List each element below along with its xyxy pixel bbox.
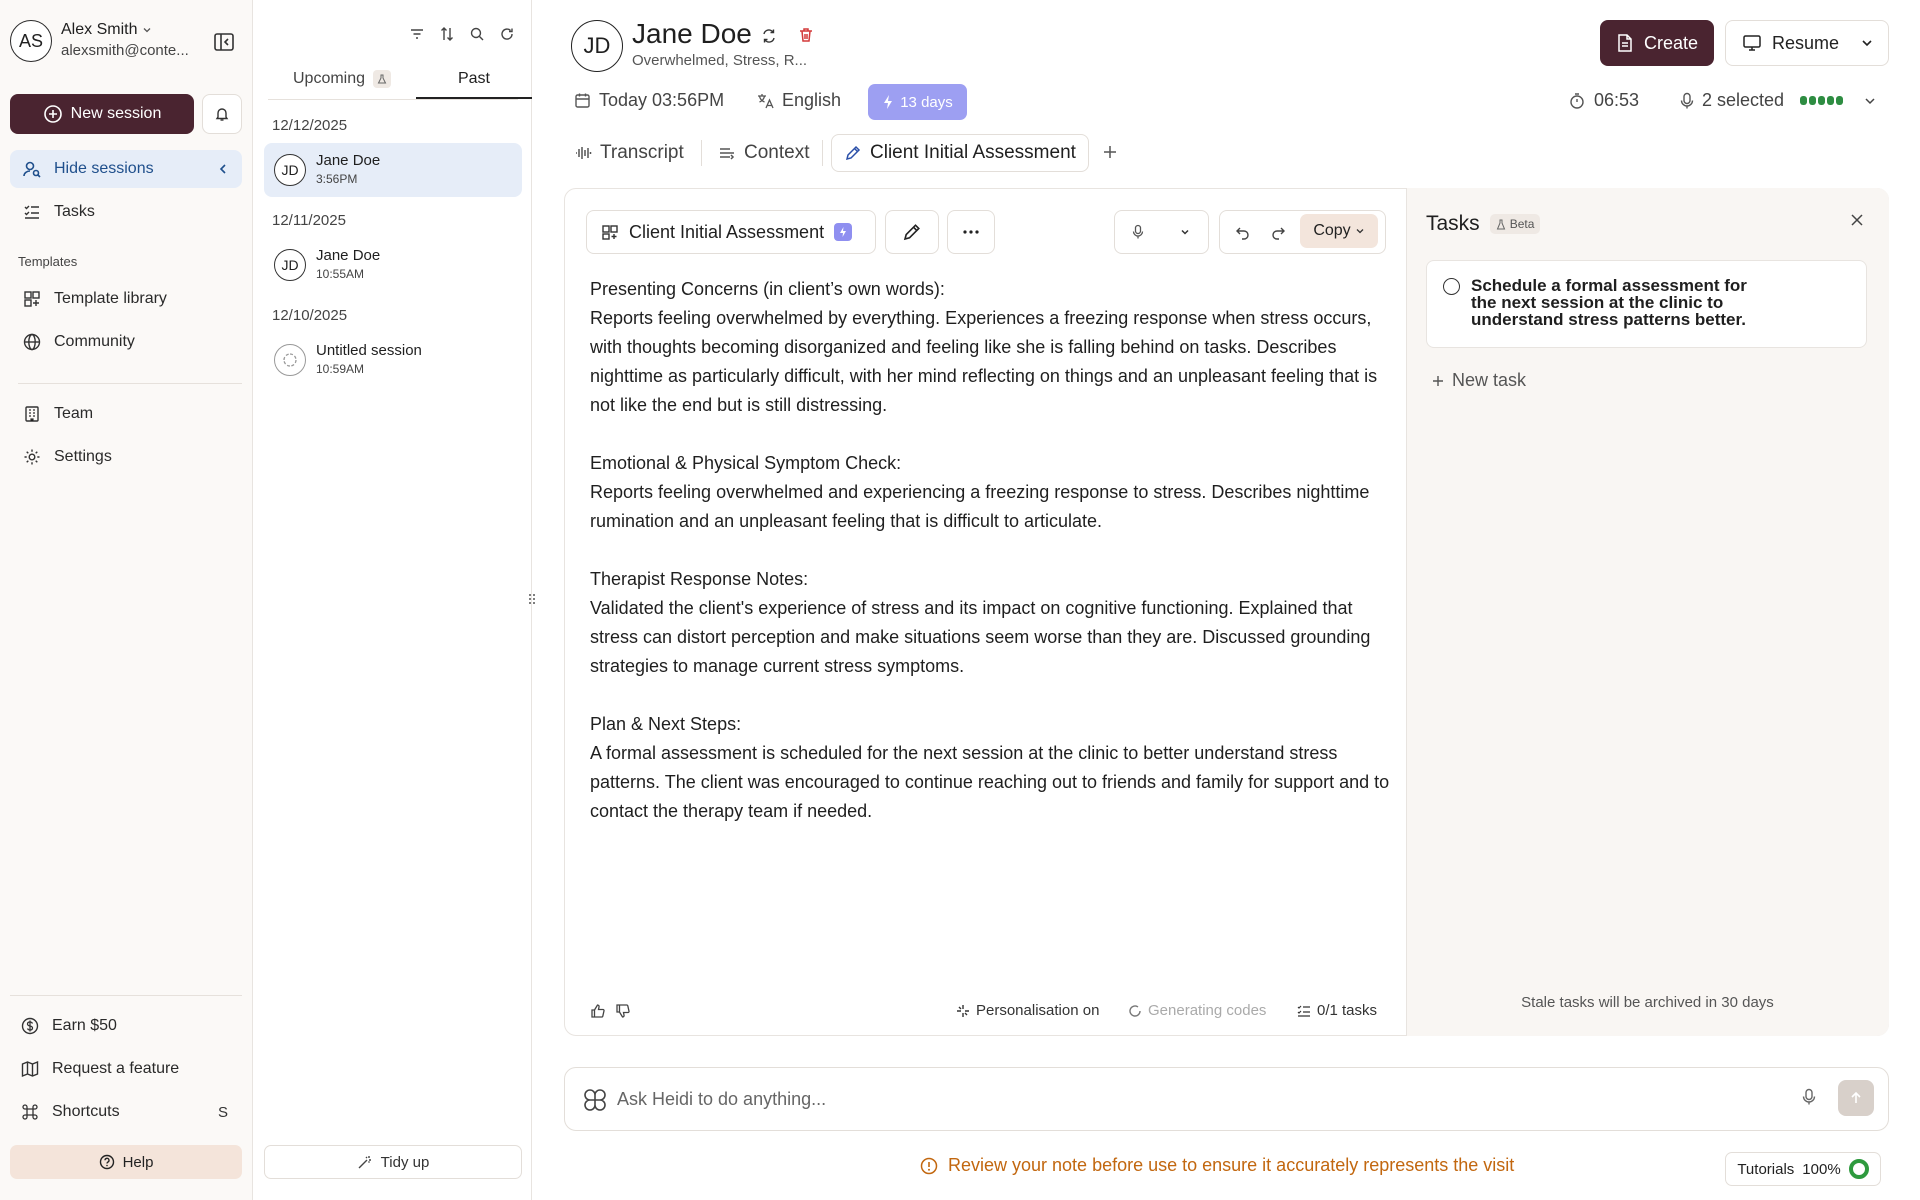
sparkle-icon bbox=[956, 1004, 970, 1018]
gear-icon bbox=[22, 447, 42, 467]
template-name-label: Client Initial Assessment bbox=[629, 221, 825, 242]
beta-badge bbox=[1490, 214, 1541, 234]
add-tab-icon[interactable] bbox=[1101, 143, 1119, 161]
session-name: Jane Doe bbox=[316, 247, 381, 264]
section-body: Reports feeling overwhelmed by everything. Experiences a freezing response when stress occurs, with thoughts becoming disorganized and feeling like she is falling behind on tasks. Describes nighttime as particularly difficult, with her mind reflecting on things and an unpleasant feeling that is not like the end but is still distressing. bbox=[590, 308, 1378, 415]
map-icon bbox=[20, 1059, 40, 1079]
swap-client-icon[interactable] bbox=[760, 27, 778, 45]
user-name: Alex Smith bbox=[61, 21, 138, 38]
left-sidebar bbox=[0, 0, 253, 1200]
tasks-label: Tasks bbox=[54, 203, 95, 220]
shortcuts-item[interactable] bbox=[10, 1093, 242, 1131]
user-search-icon bbox=[22, 159, 42, 179]
earn-label: Earn $50 bbox=[52, 1017, 117, 1034]
create-label: Create bbox=[1643, 32, 1699, 53]
search-icon[interactable] bbox=[469, 26, 485, 42]
new-session-label: New session bbox=[70, 105, 162, 122]
audio-level-indicator bbox=[1800, 96, 1843, 105]
community-label: Community bbox=[54, 333, 135, 350]
tab-context-label: Context bbox=[744, 142, 810, 163]
tasks-count-label: 0/1 tasks bbox=[1317, 1002, 1378, 1019]
close-icon[interactable] bbox=[1849, 212, 1865, 228]
tab-separator bbox=[701, 140, 702, 166]
sidebar-item-tasks[interactable] bbox=[10, 193, 242, 231]
sort-icon[interactable] bbox=[439, 26, 455, 42]
tab-transcript[interactable] bbox=[574, 134, 684, 172]
session-name: Untitled session bbox=[316, 342, 422, 359]
section-body: Reports feeling overwhelmed and experiencing a freezing response to stress. Describes nighttime rumination and an unpleasant feeling that is difficult to articulate. bbox=[590, 482, 1370, 531]
tab-client-initial-assessment[interactable] bbox=[831, 134, 1089, 172]
bell-icon bbox=[214, 106, 230, 122]
send-button[interactable] bbox=[1838, 1080, 1874, 1116]
generating-label: Generating codes bbox=[1148, 1002, 1267, 1019]
tab-transcript-label: Transcript bbox=[600, 142, 684, 163]
session-tabs bbox=[268, 64, 518, 100]
refresh-icon[interactable] bbox=[499, 26, 515, 42]
chevron-down-icon bbox=[1355, 226, 1365, 236]
session-avatar: JD bbox=[274, 154, 306, 186]
notifications-button[interactable] bbox=[202, 94, 242, 134]
stale-tasks-note: Stale tasks will be archived in 30 days bbox=[1521, 994, 1774, 1011]
user-email: alexsmith@conte... bbox=[61, 42, 189, 59]
personalisation-label: Personalisation on bbox=[976, 1002, 1100, 1019]
stopwatch-icon bbox=[1568, 92, 1586, 110]
templates-heading: Templates bbox=[18, 254, 78, 269]
section-heading: Presenting Concerns (in client’s own words): bbox=[590, 279, 945, 299]
section-heading: Plan & Next Steps: bbox=[590, 714, 742, 734]
review-warning-text: Review your note before use to ensure it accurately represents the visit bbox=[948, 1155, 1515, 1175]
edit-note-button[interactable] bbox=[885, 210, 939, 254]
chevron-down-icon bbox=[141, 24, 153, 36]
template-layout-icon bbox=[601, 223, 619, 241]
dictation-control[interactable] bbox=[1114, 210, 1209, 254]
globe-icon bbox=[22, 332, 42, 352]
divider bbox=[10, 995, 242, 996]
filter-icon[interactable] bbox=[409, 26, 425, 42]
pencil-icon bbox=[844, 144, 862, 162]
mic-label: 2 selected bbox=[1702, 90, 1785, 110]
tab-past-label: Past bbox=[457, 70, 490, 87]
copy-button[interactable] bbox=[1300, 214, 1378, 248]
resume-label: Resume bbox=[1772, 32, 1840, 53]
note-content[interactable] bbox=[590, 275, 1390, 855]
chevron-down-icon[interactable] bbox=[1179, 226, 1191, 238]
help-button[interactable] bbox=[10, 1145, 242, 1179]
personalisation-status[interactable] bbox=[956, 1002, 1099, 1019]
review-warning bbox=[920, 1155, 1514, 1176]
section-heading: Emotional & Physical Symptom Check: bbox=[590, 453, 902, 473]
list-check-icon bbox=[1297, 1004, 1311, 1018]
shortcut-key: S bbox=[217, 1103, 228, 1121]
building-icon bbox=[22, 404, 42, 424]
task-checkbox[interactable] bbox=[1443, 278, 1460, 295]
session-date-label: Today 03:56PM bbox=[599, 90, 725, 110]
tab-upcoming-label: Upcoming bbox=[292, 70, 366, 87]
sidebar-item-team[interactable] bbox=[10, 395, 242, 433]
untitled-session-icon bbox=[274, 344, 306, 376]
alert-circle-icon bbox=[920, 1157, 938, 1175]
pencil-icon bbox=[902, 222, 922, 242]
tab-assessment-label: Client Initial Assessment bbox=[870, 142, 1076, 163]
tutorials-label: Tutorials bbox=[1737, 1160, 1795, 1178]
loading-spinner-icon bbox=[1128, 1004, 1142, 1018]
waveform-icon bbox=[574, 144, 592, 162]
language-label: English bbox=[782, 90, 842, 110]
tidy-up-label: Tidy up bbox=[380, 1153, 430, 1171]
section-body: Validated the client's experience of stress and its impact on cognitive functioning. Explained that stress can distort perception and make situations seem worse than they are. Discussed grounding strategies to manage current stress symptoms. bbox=[590, 598, 1371, 676]
context-lines-icon bbox=[718, 144, 736, 162]
ask-input-placeholder: Ask Heidi to do anything... bbox=[617, 1089, 827, 1109]
task-text: Schedule a formal assessment for the next session at the clinic to understand stress patterns better. bbox=[1471, 276, 1747, 329]
date-heading: 12/10/2025 bbox=[272, 307, 348, 324]
sidebar-item-template-library[interactable] bbox=[10, 280, 242, 318]
sidebar-item-settings[interactable] bbox=[10, 438, 242, 476]
request-feature-label: Request a feature bbox=[52, 1060, 180, 1077]
progress-ring-icon bbox=[1849, 1159, 1869, 1179]
microphone-icon bbox=[1680, 92, 1694, 110]
date-heading: 12/11/2025 bbox=[272, 212, 346, 229]
client-name[interactable]: Jane Doe bbox=[632, 18, 752, 49]
document-icon bbox=[1616, 33, 1634, 53]
redo-icon[interactable] bbox=[1270, 224, 1286, 240]
tab-upcoming[interactable] bbox=[268, 70, 416, 88]
chevron-left-icon bbox=[216, 162, 230, 176]
tutorials-percent: 100% bbox=[1802, 1160, 1841, 1178]
client-avatar[interactable]: JD bbox=[571, 20, 623, 72]
session-list-item[interactable] bbox=[264, 333, 522, 387]
arrow-up-icon bbox=[1849, 1091, 1863, 1105]
note-section bbox=[590, 565, 1390, 681]
beta-label: Beta bbox=[1509, 217, 1535, 231]
sidebar-toggle-icon[interactable] bbox=[212, 30, 236, 54]
monitor-icon bbox=[1742, 34, 1762, 52]
magic-wand-icon bbox=[357, 1154, 373, 1170]
hide-sessions-item[interactable] bbox=[10, 150, 242, 188]
microphone-icon[interactable] bbox=[1802, 1088, 1816, 1106]
template-selector-button[interactable] bbox=[586, 210, 876, 254]
resize-handle-icon[interactable] bbox=[528, 590, 536, 608]
note-section bbox=[590, 275, 1390, 420]
ai-sparkle-icon bbox=[834, 223, 852, 241]
more-options-button[interactable] bbox=[947, 210, 995, 254]
date-heading: 12/12/2025 bbox=[272, 117, 348, 134]
generating-codes-status bbox=[1128, 1002, 1266, 1019]
section-body: A formal assessment is scheduled for the next session at the clinic to better understand stress patterns. The client was encouraged to continue reaching out to friends and family for support and to contact the therapy team if needed. bbox=[590, 743, 1390, 821]
chevron-down-icon[interactable] bbox=[1860, 36, 1874, 50]
session-time: 3:56PM bbox=[316, 172, 358, 186]
flask-icon bbox=[373, 70, 391, 88]
calendar-icon bbox=[574, 92, 591, 109]
sidebar-item-community[interactable] bbox=[10, 323, 242, 361]
tab-separator bbox=[822, 140, 823, 166]
copy-label: Copy bbox=[1313, 222, 1351, 239]
plus-circle-icon bbox=[43, 104, 63, 124]
tidy-up-button[interactable] bbox=[264, 1145, 522, 1179]
ellipsis-icon bbox=[962, 229, 980, 235]
session-list-item[interactable] bbox=[264, 238, 522, 292]
client-tags[interactable]: Overwhelmed, Stress, R... bbox=[632, 52, 808, 69]
create-button[interactable] bbox=[1600, 20, 1714, 66]
settings-label: Settings bbox=[54, 448, 112, 465]
user-menu[interactable] bbox=[61, 21, 153, 39]
session-date[interactable] bbox=[574, 90, 724, 111]
command-icon bbox=[20, 1102, 40, 1122]
team-label: Team bbox=[54, 405, 94, 422]
new-task-button[interactable] bbox=[1432, 370, 1526, 391]
shortcuts-label: Shortcuts bbox=[52, 1103, 120, 1120]
session-avatar: JD bbox=[274, 249, 306, 281]
hide-sessions-label: Hide sessions bbox=[54, 160, 154, 177]
tab-context[interactable] bbox=[718, 134, 809, 172]
lightning-icon bbox=[882, 94, 894, 110]
session-toolbar bbox=[409, 26, 515, 42]
sessions-panel bbox=[254, 0, 532, 1200]
note-section bbox=[590, 710, 1390, 826]
microphone-icon[interactable] bbox=[1132, 224, 1144, 240]
task-item[interactable] bbox=[1426, 260, 1867, 348]
tasks-count-status[interactable] bbox=[1297, 1002, 1377, 1019]
microphone-selector[interactable] bbox=[1680, 90, 1877, 111]
language-selector[interactable] bbox=[756, 90, 841, 111]
trash-icon[interactable] bbox=[797, 26, 815, 44]
template-grid-icon bbox=[22, 289, 42, 309]
ask-heidi-bar[interactable] bbox=[564, 1067, 1889, 1131]
new-task-label: New task bbox=[1452, 370, 1527, 390]
days-badge[interactable] bbox=[868, 84, 967, 120]
active-tab-indicator bbox=[416, 97, 532, 99]
section-heading: Therapist Response Notes: bbox=[590, 569, 809, 589]
new-session-button[interactable] bbox=[10, 94, 194, 134]
heidi-logo-icon bbox=[581, 1086, 609, 1114]
user-avatar[interactable]: AS bbox=[10, 20, 52, 62]
earn-item[interactable] bbox=[10, 1007, 242, 1045]
dollar-circle-icon bbox=[20, 1016, 40, 1036]
thumbs-down-icon[interactable] bbox=[615, 1003, 631, 1019]
session-list-item[interactable] bbox=[264, 143, 522, 197]
help-circle-icon bbox=[99, 1154, 115, 1170]
tasks-heading bbox=[1426, 212, 1540, 236]
note-section bbox=[590, 449, 1390, 536]
translate-icon bbox=[756, 92, 774, 110]
tab-past[interactable] bbox=[416, 70, 532, 88]
undo-icon[interactable] bbox=[1235, 224, 1251, 240]
template-library-label: Template library bbox=[54, 290, 167, 307]
flask-icon bbox=[1496, 219, 1506, 230]
resume-button[interactable] bbox=[1725, 20, 1889, 66]
session-timer bbox=[1568, 90, 1639, 111]
thumbs-up-icon[interactable] bbox=[590, 1003, 606, 1019]
plus-icon bbox=[1432, 375, 1444, 387]
help-label: Help bbox=[122, 1153, 154, 1171]
list-check-icon bbox=[22, 202, 42, 222]
divider bbox=[18, 383, 242, 384]
session-name: Jane Doe bbox=[316, 152, 381, 169]
chevron-down-icon[interactable] bbox=[1863, 94, 1877, 108]
days-label: 13 days bbox=[900, 93, 953, 111]
request-feature-item[interactable] bbox=[10, 1050, 242, 1088]
tutorials-button[interactable] bbox=[1725, 1152, 1881, 1186]
session-time: 10:59AM bbox=[316, 362, 365, 376]
timer-label: 06:53 bbox=[1594, 90, 1640, 110]
tasks-title: Tasks bbox=[1426, 212, 1480, 235]
session-time: 10:55AM bbox=[316, 267, 365, 281]
